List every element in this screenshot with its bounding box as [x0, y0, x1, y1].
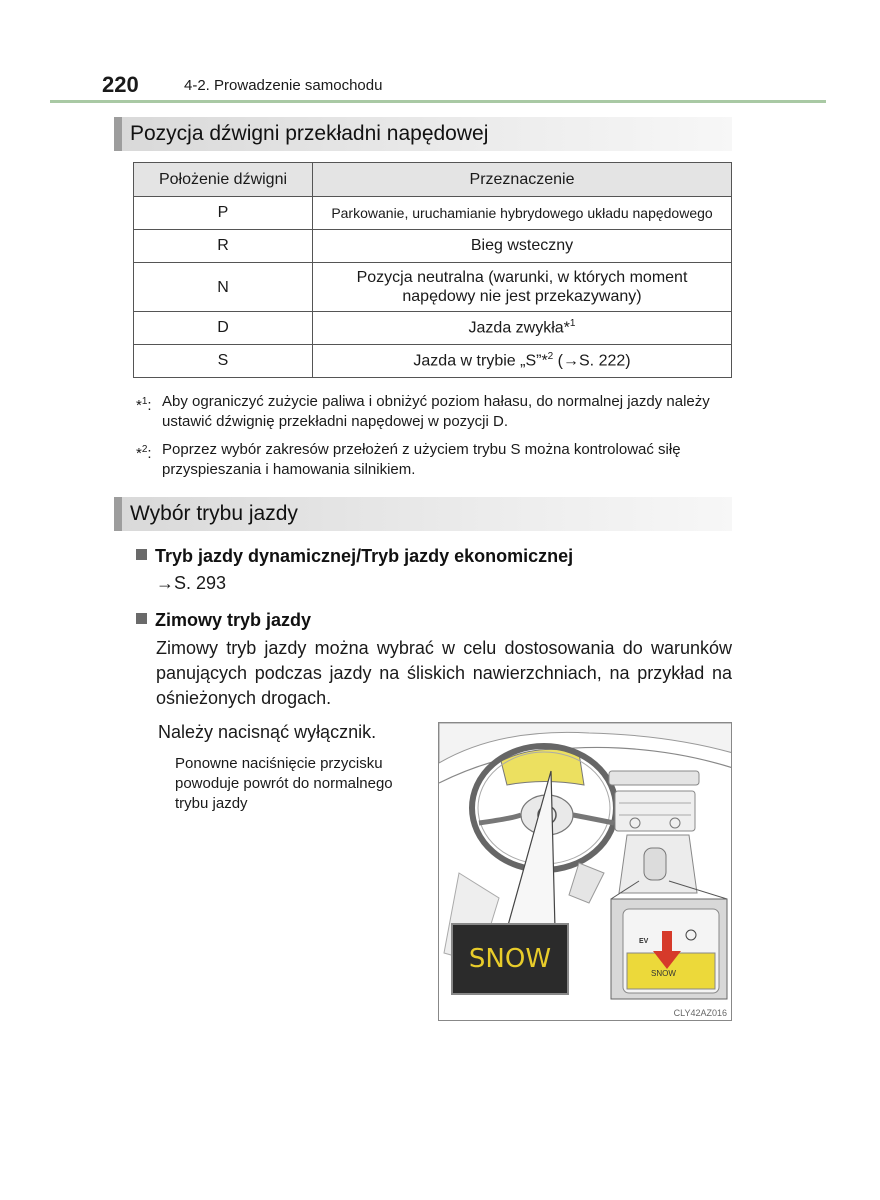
purpose-cell: Bieg wsteczny	[313, 230, 732, 263]
purpose-text: Jazda zwykła*	[468, 319, 570, 337]
purpose-line-1: Pozycja neutralna (warunki, w których moment	[356, 269, 688, 286]
footnote-marker: *$^1$:	[136, 396, 152, 414]
ev-button-label: EV	[639, 938, 649, 945]
footnote-marker: *$^2$:	[136, 444, 152, 462]
table-row	[134, 230, 732, 263]
position-cell: N	[134, 263, 313, 312]
position-cell: P	[134, 197, 313, 230]
gear-position-table	[133, 162, 732, 378]
column-header-purpose: Przeznaczenie	[313, 163, 732, 197]
purpose-cell	[313, 312, 732, 345]
page-reference: (→S. 222)	[553, 352, 631, 370]
position-cell: S	[134, 345, 313, 378]
display-screen	[451, 923, 569, 995]
table-row	[134, 345, 732, 378]
footnote-text: Aby ograniczyć zużycie paliwa i obniżyć poziom hałasu, do normalnej jazdy należy ustawić dźwignię przekładni napędowej w pozycji D.	[162, 393, 710, 430]
table-header-row	[134, 163, 732, 197]
purpose-cell: Parkowanie, uruchamianie hybrydowego układu napędowego	[313, 197, 732, 230]
section-heading-gear-positions: Pozycja dźwigni przekładni napędowej	[114, 117, 732, 151]
footnote-ref: 1	[569, 318, 576, 330]
subheading-snow-mode: Zimowy tryb jazdy	[136, 610, 311, 631]
table-row	[134, 263, 732, 312]
footnote-ref: 2	[547, 351, 554, 363]
subheading-dynamic-eco: Tryb jazdy dynamicznej/Tryb jazdy ekonomicznej	[136, 546, 573, 567]
header-rule	[50, 100, 826, 103]
purpose-text: Jazda w trybie „S”*	[413, 352, 548, 370]
section-heading-drive-mode: Wybór trybu jazdy	[114, 497, 732, 531]
bullet-square-icon	[136, 613, 147, 624]
chapter-title: 4-2. Prowadzenie samochodu	[184, 77, 383, 94]
table-row	[134, 197, 732, 230]
snow-mode-description: Zimowy tryb jazdy można wybrać w celu dostosowania do warunków panujących podczas jazdy na śliskich nawierzchniach, na przykład na ośnieżonych drogach.	[156, 638, 732, 708]
footnote-1	[136, 392, 732, 432]
figure-code: CLY42AZ016	[673, 1008, 727, 1018]
position-cell: R	[134, 230, 313, 263]
purpose-cell	[313, 263, 732, 312]
page-number: 220	[102, 72, 139, 97]
snow-button-label: SNOW	[651, 969, 676, 978]
bullet-square-icon	[136, 549, 147, 560]
column-header-position: Położenie dźwigni	[134, 163, 313, 197]
table-row	[134, 312, 732, 345]
page-reference-link[interactable]: →S. 293	[156, 573, 227, 593]
position-cell: D	[134, 312, 313, 345]
dashboard-illustration	[438, 722, 732, 1021]
footnote-text: Poprzez wybór zakresów przełożeń z użyciem trybu S można kontrolować siłę przyspieszania i hamowania silnikiem.	[162, 441, 681, 478]
instruction-text: Należy nacisnąć wyłącznik.	[158, 722, 377, 742]
snow-display-text: SNOW	[468, 944, 552, 974]
sub-instruction-text: Ponowne naciśnięcie przycisku powoduje powrót do normalnego trybu jazdy	[175, 755, 393, 812]
purpose-line-2: napędowy nie jest przekazywany)	[402, 288, 642, 305]
purpose-cell	[313, 345, 732, 378]
footnote-2	[136, 440, 732, 480]
